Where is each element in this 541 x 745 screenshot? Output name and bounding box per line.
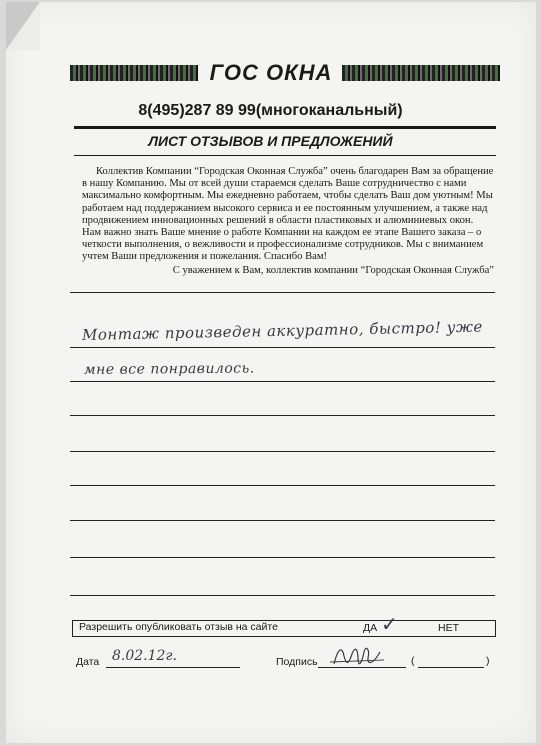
intro-paragraph: Коллектив Компании “Городская Оконная Служба” очень благодарен Вам за обращение в нашу Компанию. Мы от всей души стараемся сделать Ваше сотрудничество с нами максимально комфортным. Мы ежедневно работаем, чтобы сделать Ваш дом уютным! Мы работаем над поддержанием высокого сервиса и ее постоянным улучшением, а также над продвижением инновационных решений в области пластиковых и алюминиевых окон. Нам важно знать Ваше мнение о работе Компании на каждом ее этапе Вашего заказа – о четкости выполнения, о вежливости и профессионализме сотрудников. Мы с вниманием учтем Ваши предложения и пожелания. Спасибо Вам! <box>82 166 494 263</box>
date-value: 8.02.12г. <box>112 648 177 664</box>
publish-permission-box <box>72 612 496 637</box>
feedback-line <box>70 292 495 293</box>
feedback-line <box>70 381 495 382</box>
feedback-line <box>70 451 495 452</box>
phone-number: 8(495)287 89 99(многоканальный) <box>138 102 403 119</box>
feedback-line <box>70 595 495 596</box>
date-label: Дата <box>76 656 100 668</box>
handwritten-signature <box>328 642 388 672</box>
publish-label: Разрешить опубликовать отзыв на сайте <box>79 621 278 633</box>
date-line <box>106 667 240 668</box>
yes-option[interactable]: ДА <box>363 622 378 634</box>
decorative-stripe-right <box>342 65 500 81</box>
brand-header <box>70 60 500 86</box>
document-title: ЛИСТ ОТЗЫВОВ И ПРЕДЛОЖЕНИЙ <box>148 133 393 149</box>
feedback-line <box>70 415 495 416</box>
feedback-line <box>70 485 495 486</box>
checkmark-icon: ✓ <box>381 612 398 636</box>
paren-close: ) <box>486 655 490 667</box>
intro-signature: С уважением к Вам, коллектив компании “Городская Оконная Служба” <box>172 265 494 276</box>
handwritten-feedback-line1: Монтаж произведен аккуратно, быстро! уже <box>81 317 483 344</box>
signature-label: Подпись <box>276 656 318 668</box>
decorative-stripe-left <box>70 65 198 81</box>
folded-corner-shadow <box>6 2 40 50</box>
feedback-line <box>70 347 495 348</box>
paren-open: ( <box>411 655 415 667</box>
header-rule <box>74 126 496 129</box>
feedback-line <box>70 520 495 521</box>
footer-row <box>76 648 496 672</box>
no-option[interactable]: НЕТ <box>438 622 459 634</box>
handwritten-feedback-line2: мне все понравилось. <box>83 360 255 378</box>
brand-name: ГОС ОКНА <box>209 60 333 85</box>
name-line <box>418 667 484 668</box>
feedback-line <box>70 557 495 558</box>
intro-text <box>82 166 494 264</box>
title-rule <box>74 155 496 156</box>
